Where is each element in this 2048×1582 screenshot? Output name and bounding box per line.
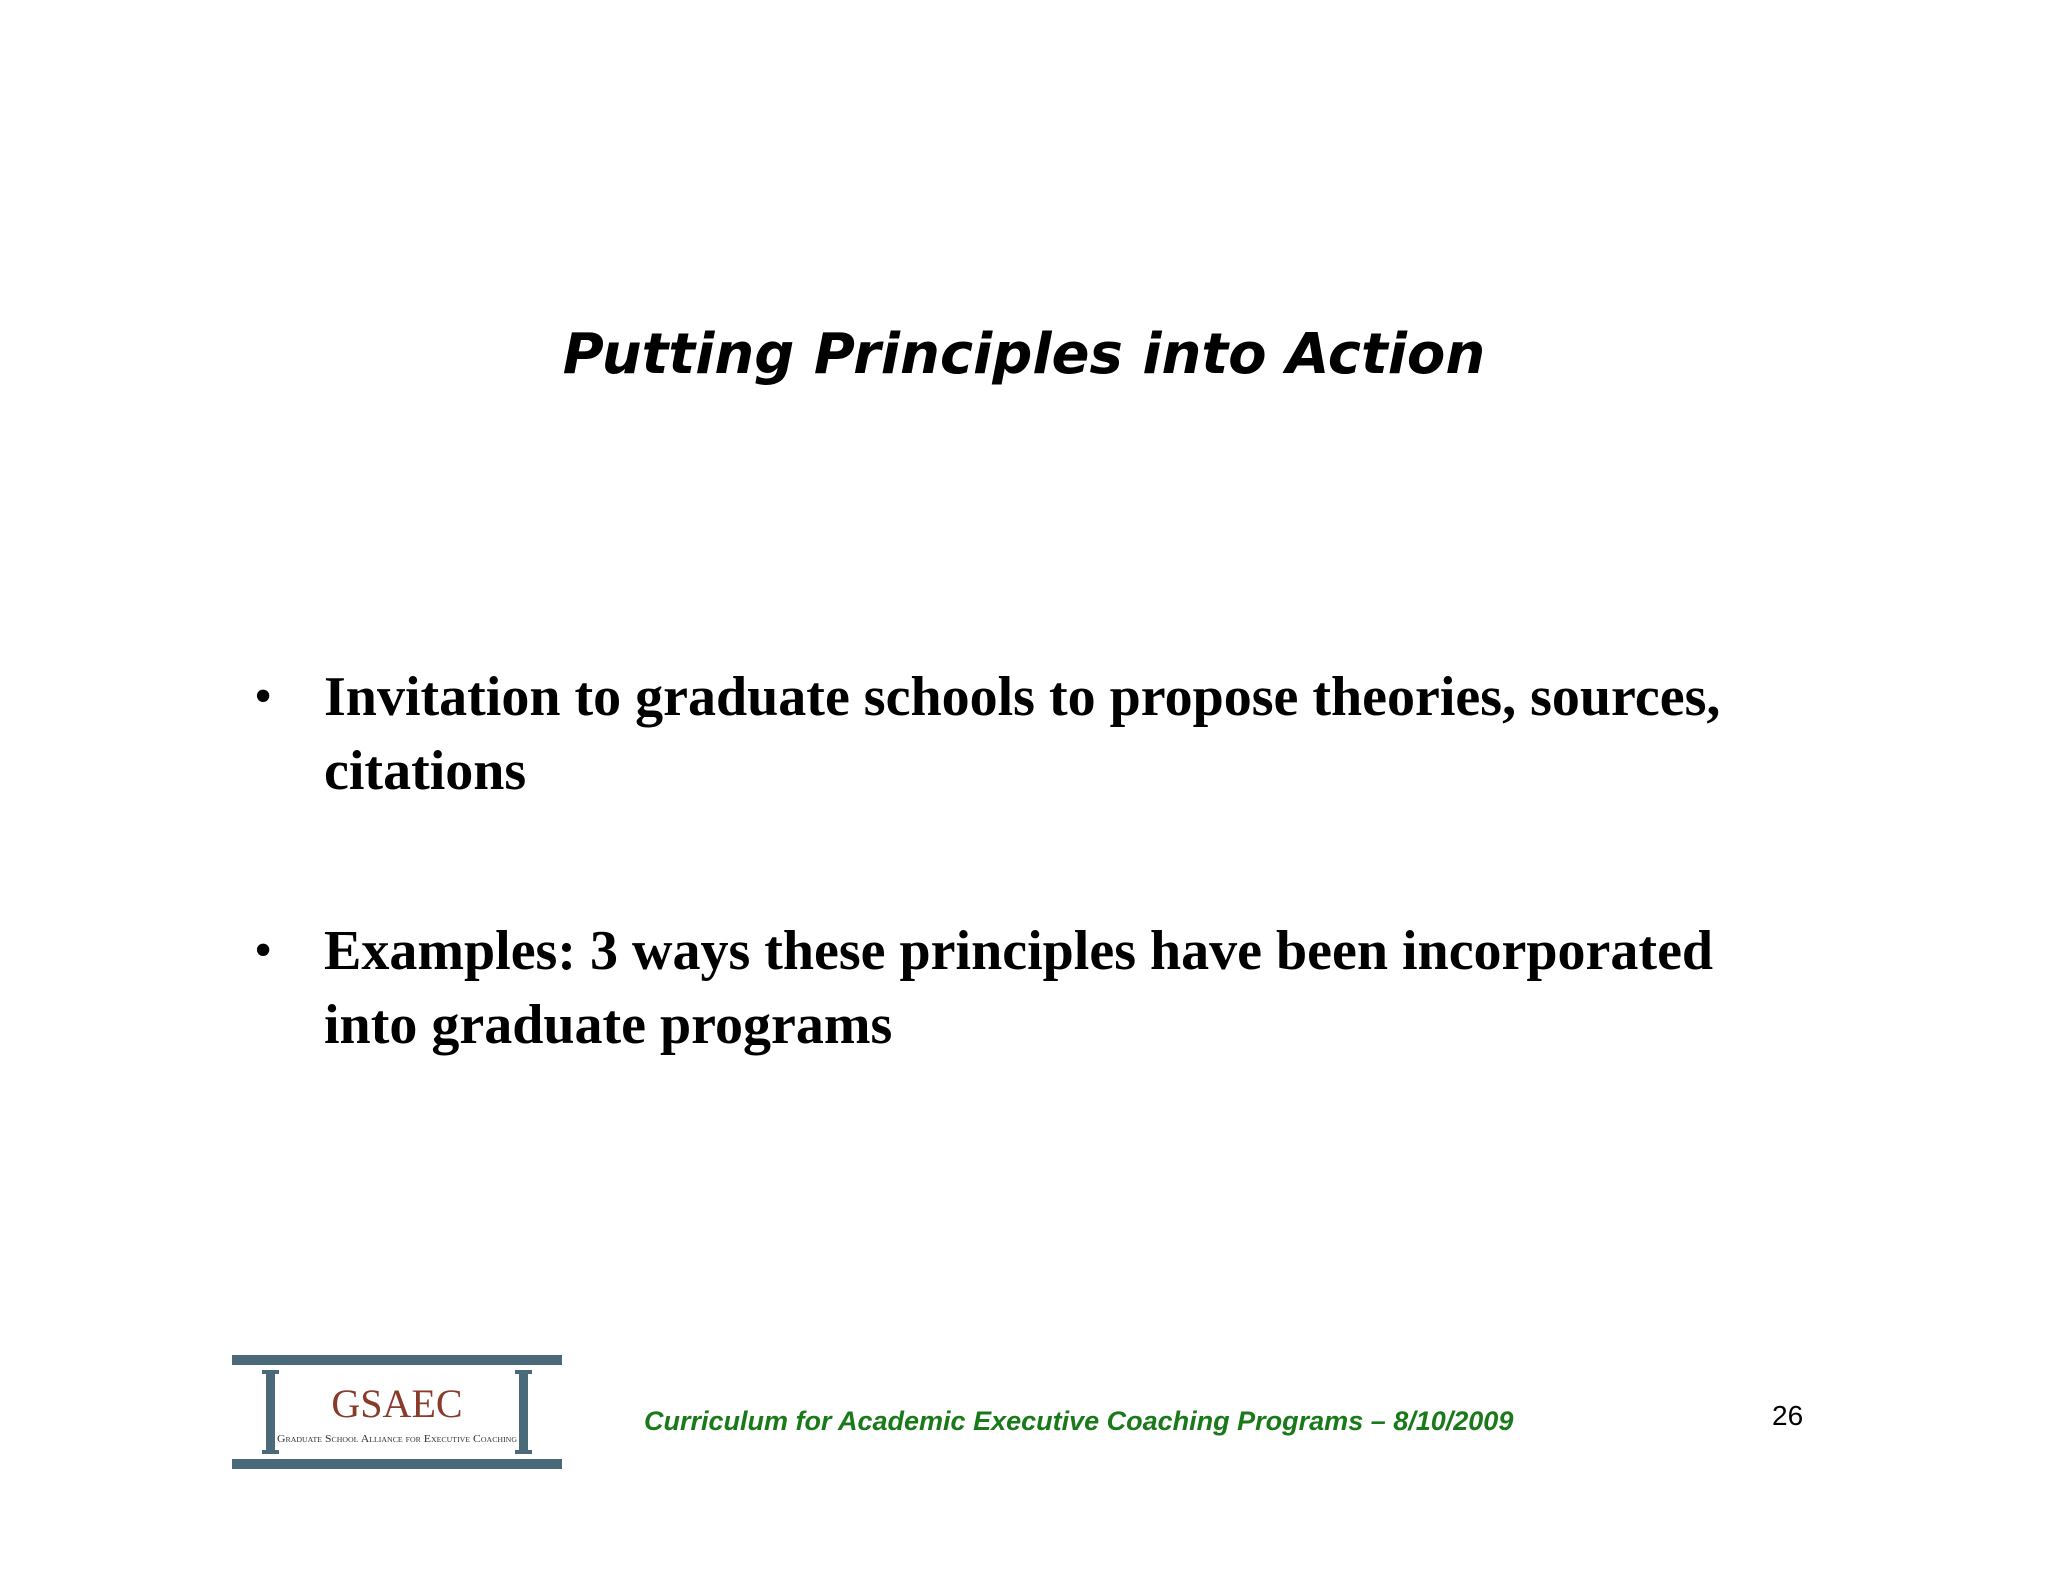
bullet-text: Examples: 3 ways these principles have been incorporated into graduate programs xyxy=(324,920,1714,1056)
bullet-text: Invitation to graduate schools to propose theories, sources, citations xyxy=(324,666,1721,802)
bullet-marker: • xyxy=(254,922,273,979)
bullet-item xyxy=(250,914,1810,1062)
logo-right-column xyxy=(519,1370,528,1454)
bullet-marker: • xyxy=(254,668,273,725)
bullet-list xyxy=(250,660,1810,1062)
gsaec-logo xyxy=(232,1355,562,1471)
logo-left-column xyxy=(266,1370,275,1454)
page-number: 26 xyxy=(1772,1400,1804,1431)
logo-tagline: Graduate School Alliance for Executive Coaching xyxy=(277,1434,517,1445)
logo-acronym: GSAEC xyxy=(331,1381,463,1426)
slide-title: Putting Principles into Action xyxy=(562,322,1486,387)
bullet-item xyxy=(250,660,1810,808)
logo-top-bar xyxy=(232,1355,562,1365)
footer-text: Curriculum for Academic Executive Coaching Programs – 8/10/2009 xyxy=(644,1406,1514,1436)
logo-bottom-bar xyxy=(232,1459,562,1469)
